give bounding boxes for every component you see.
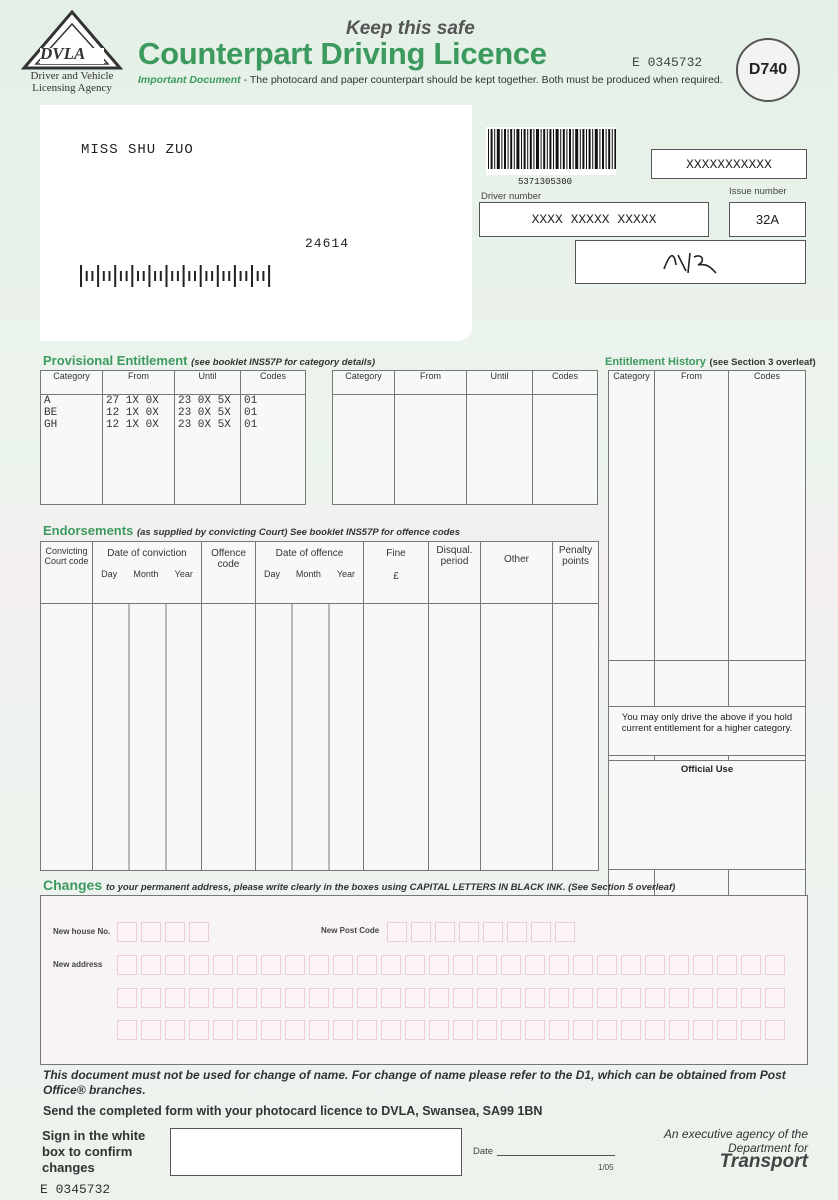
important-label: Important Document: [138, 74, 241, 86]
form-code-badge: D740: [736, 38, 800, 102]
address-label: New address: [53, 960, 103, 969]
important-note: [138, 74, 723, 86]
history-table: Category From Codes: [608, 370, 806, 977]
form-version: 1/05: [598, 1163, 614, 1172]
holder-name: MISS SHU ZUO: [81, 142, 194, 158]
col-other: Other: [481, 542, 553, 604]
send-instructions: Send the completed form with your photocard licence to DVLA, Swansea, SA99 1BN: [43, 1104, 543, 1118]
address-line-1[interactable]: [117, 955, 785, 975]
driver-number-label: Driver number: [481, 191, 542, 202]
changes-title: Changes to your permanent address, please write clearly in the boxes using CAPITAL LETTERS IN BLACK INK. (See Section 5 overleaf): [43, 877, 676, 893]
col-offence-date: Date of offence Day Month Year: [256, 542, 364, 604]
name-change-warning: This document must not be used for change of name. For change of name please refer to the D1, which can be obtained from Post Office® branches.: [43, 1068, 786, 1097]
keep-safe-text: Keep this safe: [346, 18, 475, 39]
official-use-box: Official Use: [608, 760, 806, 870]
date-label: Date: [473, 1146, 494, 1157]
logo-text: DVLA: [40, 44, 86, 63]
serial-number-footer: E 0345732: [40, 1182, 111, 1197]
address-line-3[interactable]: [117, 1020, 785, 1040]
endorsements-title: Endorsements (as supplied by convicting Court) See booklet INS57P for offence codes: [43, 523, 461, 538]
postcode-boxes[interactable]: [387, 922, 575, 942]
address-line-2[interactable]: [117, 988, 785, 1008]
signature-box: [575, 240, 806, 284]
col-court: Convicting Court code: [41, 542, 93, 604]
col-conviction: Date of conviction Day Month Year: [93, 542, 202, 604]
col-fine: Fine £: [364, 542, 429, 604]
category-values: A BE GH: [41, 395, 103, 505]
serial-number: E 0345732: [632, 55, 703, 70]
house-number-boxes[interactable]: [117, 922, 209, 942]
barcode-number: 5371305300: [518, 177, 573, 187]
col-codes: Codes: [241, 371, 306, 395]
issue-number-label: Issue number: [729, 186, 787, 197]
document-title: Counterpart Driving Licence: [138, 36, 547, 71]
provisional-table-2: Category From Until Codes: [332, 370, 598, 505]
col-from: From: [103, 371, 175, 395]
house-label: New house No.: [53, 927, 111, 936]
until-values: 23 0X 5X 23 0X 5X 23 0X 5X: [175, 395, 241, 505]
provisional-table: [40, 370, 306, 505]
signature-field[interactable]: [170, 1128, 462, 1176]
licence-barcode: [486, 127, 616, 175]
driver-number: XXXX XXXXX XXXXX: [479, 202, 709, 237]
col-penalty: Penalty points: [553, 542, 599, 604]
date-field[interactable]: [497, 1155, 615, 1156]
col-disqual: Disqual. period: [429, 542, 481, 604]
post-number: 24614: [305, 236, 350, 251]
sign-instruction: Sign in the white box to confirm changes: [42, 1128, 146, 1175]
history-info: You may only drive the above if you hold current entitlement for a higher category.: [608, 706, 806, 756]
issue-number: 32A: [729, 202, 806, 237]
history-title: Entitlement History (see Section 3 overleaf): [605, 356, 816, 368]
masked-box: XXXXXXXXXXX: [651, 149, 807, 179]
agency-footer: An executive agency of the Department for Transport: [663, 1127, 808, 1172]
address-panel: [40, 105, 472, 341]
from-values: 27 1X 0X 12 1X 0X 12 1X 0X: [103, 395, 175, 505]
postal-barcode: [80, 265, 276, 287]
codes-values: 01 01 01: [241, 395, 306, 505]
endorsements-table: [40, 541, 599, 871]
provisional-title: Provisional Entitlement (see booklet INS57P for category details): [43, 353, 376, 368]
col-category: Category: [41, 371, 103, 395]
agency-name: Driver and Vehicle Licensing Agency: [30, 70, 114, 94]
important-text: - The photocard and paper counterpart should be kept together. Both must be produced when required.: [240, 74, 723, 86]
signature-mark: [656, 247, 726, 277]
postcode-label: New Post Code: [321, 926, 380, 935]
col-offence-code: Offence code: [202, 542, 256, 604]
col-until: Until: [175, 371, 241, 395]
